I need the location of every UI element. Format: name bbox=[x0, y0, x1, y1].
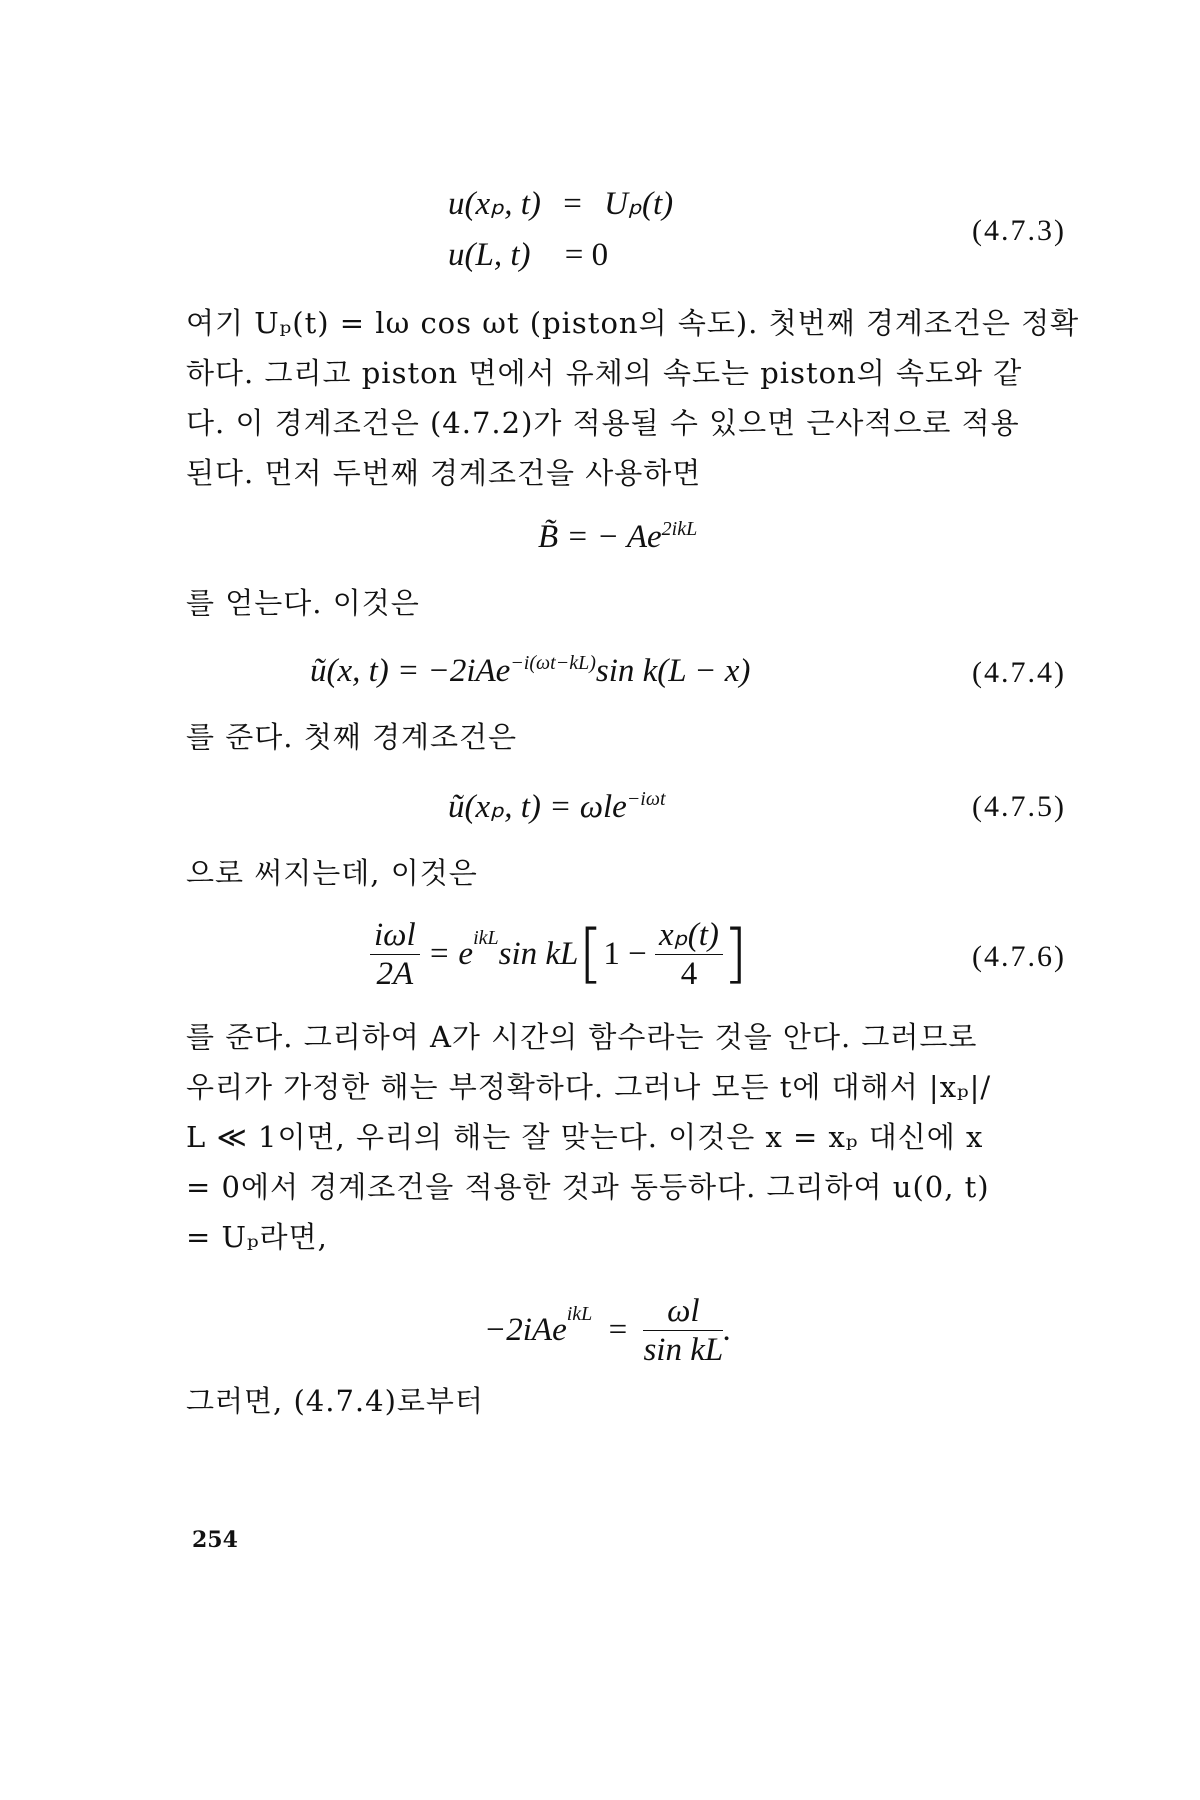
paragraph bbox=[186, 1376, 1066, 1426]
equation-4-7-3-line1 bbox=[448, 183, 673, 223]
eq-rhs: Uₚ(t) bbox=[604, 186, 674, 222]
paragraph bbox=[186, 1012, 1066, 1262]
eq-inner: 1 − bbox=[603, 936, 647, 972]
equation-number: (4.7.4) bbox=[972, 656, 1066, 689]
fraction bbox=[655, 916, 723, 993]
eq-lhs: u(xₚ, t) bbox=[448, 186, 541, 222]
text-line: 여기 Uₚ(t) = lω cos ωt (piston의 속도). 첫번째 경계조건은 정확 bbox=[186, 306, 1080, 340]
eq-mid: = e bbox=[427, 936, 474, 972]
text-line: = 0에서 경계조건을 적용한 것과 동등하다. 그리하여 u(0, t) bbox=[186, 1170, 990, 1204]
eq-exponent: −iωt bbox=[626, 788, 666, 810]
equation-4-7-6 bbox=[370, 916, 748, 993]
eq-rhs: sin k(L − x) bbox=[595, 653, 751, 689]
text-line: 를 준다. 그리하여 A가 시간의 함수라는 것을 안다. 그러므로 bbox=[186, 1020, 978, 1054]
paragraph bbox=[186, 848, 1066, 898]
fraction bbox=[370, 916, 420, 993]
eq-exponent: ikL bbox=[566, 1303, 593, 1326]
eq-rhs: = 0 bbox=[564, 237, 609, 273]
text-line: 하다. 그리고 piston 면에서 유체의 속도는 piston의 속도와 같 bbox=[186, 356, 1023, 390]
equation-number: (4.7.5) bbox=[972, 790, 1066, 823]
text-line: 다. 이 경계조건은 (4.7.2)가 적용될 수 있으면 근사적으로 적용 bbox=[186, 406, 1020, 440]
fraction-numerator: iωl bbox=[370, 916, 420, 955]
text-line: 를 준다. 첫째 경계조건은 bbox=[186, 720, 518, 754]
eq-lhs: ũ(x, t) = −2iAe bbox=[310, 653, 511, 689]
equation-number: (4.7.6) bbox=[972, 940, 1066, 973]
paragraph bbox=[186, 298, 1080, 498]
eq-exponent: −i(ωt−kL) bbox=[510, 652, 596, 674]
text-line: 으로 써지는데, 이것은 bbox=[186, 856, 478, 890]
fraction-denominator: 2A bbox=[376, 956, 414, 992]
paragraph bbox=[186, 712, 1066, 762]
eq-equals: = bbox=[563, 186, 582, 222]
right-bracket: ] bbox=[722, 917, 748, 992]
eq-lhs: B̃ = − Ae bbox=[538, 519, 662, 555]
equation-4-7-3-line2 bbox=[448, 237, 608, 274]
equation-b-tilde bbox=[538, 518, 697, 556]
left-bracket: [ bbox=[578, 917, 604, 992]
fraction-numerator: ωl bbox=[643, 1292, 723, 1331]
fraction-numerator: xₚ(t) bbox=[655, 916, 723, 955]
text-line: L ≪ 1이면, 우리의 해는 잘 맞는다. 이것은 x = xₚ 대신에 x bbox=[186, 1120, 984, 1154]
text-line: 우리가 가정한 해는 부정확하다. 그러나 모든 t에 대해서 |xₚ|/ bbox=[186, 1070, 992, 1104]
fraction-denominator: sin kL bbox=[643, 1332, 724, 1368]
eq-equals: = bbox=[608, 1312, 628, 1348]
page-number: 254 bbox=[192, 1527, 238, 1553]
fraction bbox=[643, 1292, 723, 1369]
text-line: 를 얻는다. 이것은 bbox=[186, 586, 420, 620]
eq-period: . bbox=[723, 1312, 732, 1348]
equation-4-7-4 bbox=[310, 652, 750, 690]
eq-sin-term: sin kL bbox=[498, 936, 579, 972]
equation-number: (4.7.3) bbox=[972, 214, 1066, 247]
equation-final bbox=[484, 1292, 731, 1369]
eq-exponent: 2ikL bbox=[661, 518, 698, 540]
text-line: = Uₚ라면, bbox=[186, 1220, 328, 1254]
eq-exponent: ikL bbox=[473, 927, 499, 950]
eq-lhs: u(L, t) bbox=[448, 237, 531, 273]
fraction-denominator: 4 bbox=[680, 956, 698, 992]
eq-lhs: ũ(xₚ, t) = ωle bbox=[448, 789, 627, 825]
eq-lhs: −2iAe bbox=[484, 1312, 567, 1348]
paragraph bbox=[186, 578, 1066, 628]
text-line: 그러면, (4.7.4)로부터 bbox=[186, 1384, 484, 1418]
text-line: 된다. 먼저 두번째 경계조건을 사용하면 bbox=[186, 456, 702, 490]
equation-4-7-5 bbox=[448, 786, 666, 826]
